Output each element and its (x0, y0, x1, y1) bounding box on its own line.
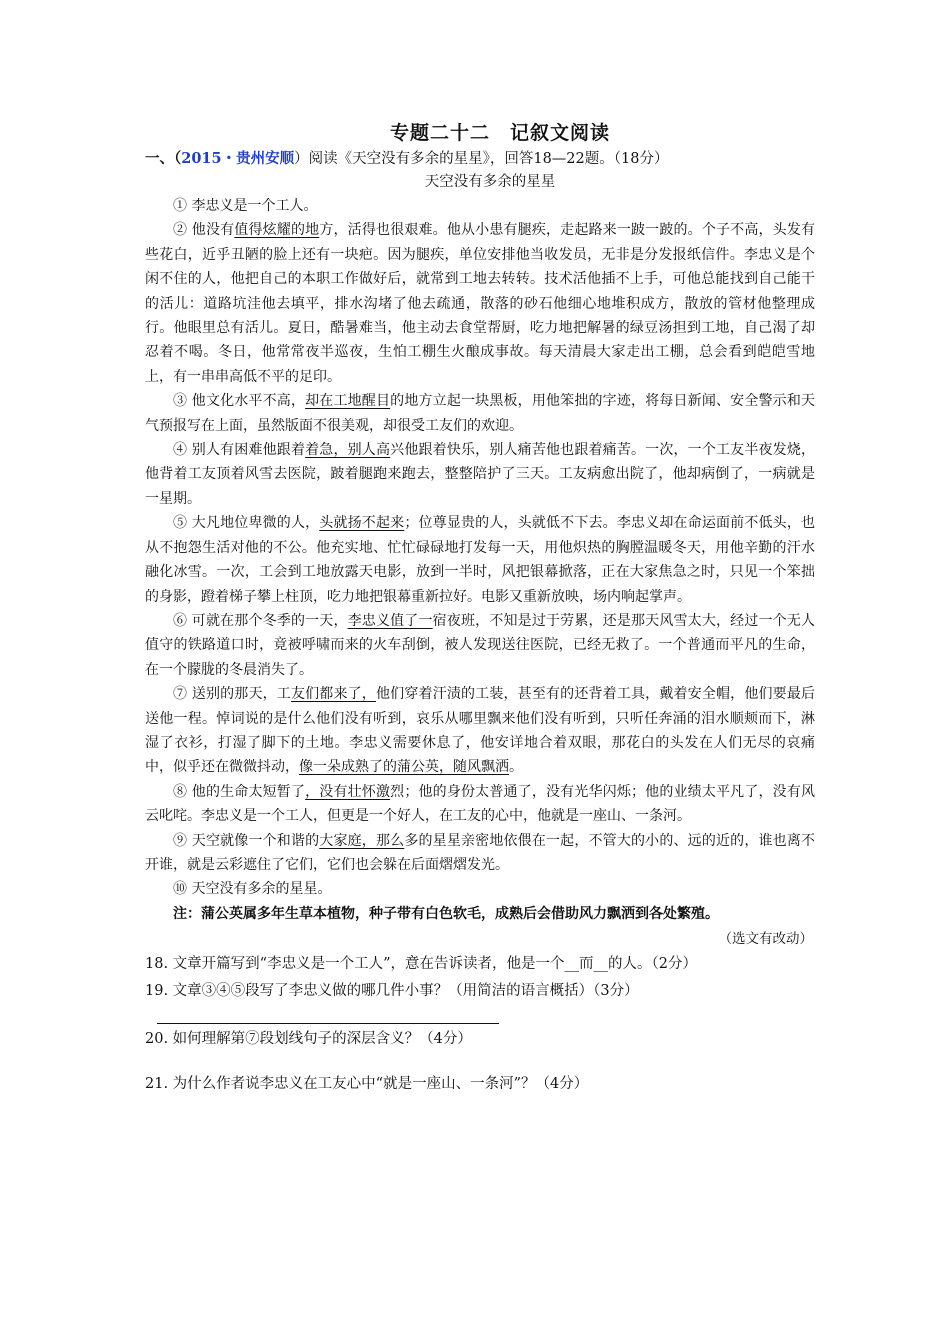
essay-title: 天空没有多余的星星 (424, 174, 556, 190)
essay-body (145, 194, 815, 902)
paragraph-text: 方，活得也很艰难。他从小患有腿疾，走起路来一跛一跛的。个子不高，头发有些花白，近乎丑陋的脸上还有一块疤。因为腿疾，单位安排他当收发员，无非是分发报纸信件。李忠义是个闲不住的人，他把自己的本职工作做好后，就常到工地去转转。技术活他插不上手，可他总能找到自己能干的活儿：道路坑洼他去填平，排水沟堵了他去疏通，散落的砂石他细心地堆积成方，散放的管材他整理成行。他眼里总有活儿。夏日，酷暑难当，他主动去食堂帮厨，吃力地把解暑的绿豆汤担到工地，自己渴了却忍着不喝。冬日，他常常夜半巡夜，生怕工棚生火酿成事故。每天清晨大家走出工棚，总会看到皑皑雪地上，有一串串高低不平的足印。 (145, 222, 816, 385)
essay-paragraph (145, 194, 815, 218)
paragraph-text: 兴他跟着快乐，别人痛苦他也跟着痛苦。一次，一个工友半夜发烧，他背着工友顶着风雪去医院，跛着腿跑来跑去，整整陪护了三天。工友病愈出院了，他却病倒了，一病就是一星期。 (145, 442, 816, 507)
question-21: 21. 为什么作者说李忠义在工友心中“就是一座山、一条河”？（4分） (145, 1075, 589, 1092)
page-title: 专题二十二 记叙文阅读 (389, 122, 610, 144)
underlined-text: 友们都来了， (290, 686, 376, 703)
essay-paragraph (145, 511, 815, 609)
paragraph-text: ⑤ 大凡地位卑微的人， (173, 515, 320, 532)
paragraph-text: ；位尊显贵的人，头就低不下去。李忠义却在命运面前不低头，也从不抱怨生活对他的不公。他充实地、忙忙碌碌地打发每一天，用他炽热的胸膛温暖冬天，用他辛勤的汗水融化冰雪。一次，工会到工地放露天电影，放到一半时，风把银幕掀落，正在大家焦急之时，只见一个笨拙的身影，蹬着梯子攀上柱顶，吃力地把银幕重新拉好。电影又重新放映，场内响起掌声。 (145, 515, 816, 605)
intro-prefix: 一、（ (145, 150, 182, 167)
essay-paragraph (145, 877, 815, 901)
footnote: 注：蒲公英属多年生草本植物，种子带有白色软毛，成熟后会借助风力飘洒到各处繁殖。 (173, 905, 719, 922)
paragraph-text: 宿夜班，不知是过于劳累，还是那天风雪太大，经过一个无人值守的铁路道口时，竟被呼啸而来的火车刮倒，被人发现送往医院，已经无救了。一个普通而平凡的生命，在一个朦胧的冬晨消失了。 (145, 612, 816, 678)
question-intro (145, 148, 815, 170)
paragraph-text: ① 李忠义是一个工人。 (173, 198, 318, 214)
essay-paragraph (145, 682, 815, 780)
question-19: 19. 文章③④⑤段写了李忠义做的哪几件小事？（用简洁的语言概括）（3分） (145, 982, 639, 999)
essay-paragraph (145, 780, 815, 829)
paragraph-text: 多的星星亲密地依偎在一起，不管大的小的、远的近的，谁也离不开谁，就是云彩遮住了它们，它们也会躲在后面熠熠发光。 (145, 832, 816, 873)
underlined-text: 像一朵成熟了的蒲公英，随风飘洒 (299, 759, 509, 776)
document-page (145, 118, 815, 1098)
underlined-text: 头就扬不起来 (319, 515, 405, 532)
intro-text: ）阅读《天空没有多余的星星》，回答18—22题。（18分） (294, 151, 669, 167)
answer-line (157, 1023, 499, 1024)
intro-source: 2015・贵州安顺 (181, 150, 295, 167)
underlined-text: ，没有壮怀激 (305, 783, 391, 800)
revision-note: （选文有改动） (718, 930, 813, 947)
paragraph-text: ③ 他文化水平不高， (173, 393, 306, 410)
paragraph-text: ⑦ 送别的那天，工 (173, 686, 291, 703)
paragraph-text: 烈；他的身份太普通了，没有光华闪烁；他的业绩太平凡了，没有风云叱咤。李忠义是一个工人，但更是一个好人，在工友的心中，他就是一座山、一条河。 (145, 783, 816, 825)
essay-paragraph (145, 389, 815, 438)
question-18: 18. 文章开篇写到“李忠义是一个工人”，意在告诉读者，他是一个__而__的人。（2分） (145, 955, 697, 972)
underlined-text: 李忠义值了一 (347, 612, 433, 629)
paragraph-text: ⑩ 天空没有多余的星星。 (173, 881, 332, 898)
paragraph-text: ② 他没有 (173, 222, 235, 239)
paragraph-text: 的地方立起一块黑板，用他笨拙的字迹，将每日新闻、安全警示和天气预报写在上面，虽然版面不很美观，却很受工友们的欢迎。 (145, 393, 816, 434)
underlined-text: 却在工地醒目 (305, 393, 391, 410)
paragraph-text: 。 (509, 759, 523, 776)
underlined-text: 大家庭，那么 (319, 832, 405, 849)
paragraph-text: ⑧ 他的生命太短暂了 (173, 783, 306, 800)
essay-paragraph (145, 218, 815, 389)
essay-paragraph (145, 438, 815, 511)
underlined-text: 着急，别人高 (305, 442, 391, 459)
essay-paragraph (145, 609, 815, 682)
paragraph-text: ④ 别人有困难他跟着 (173, 442, 306, 459)
paragraph-text: ⑨ 天空就像一个和谐的 (173, 832, 320, 849)
paragraph-text: 他们穿着汗渍的工装，甚至有的还背着工具，戴着安全帽，他们要最后送他一程。悼词说的是什么他们没有听到，哀乐从哪里飘来他们没有听到，只听任奔涌的泪水顺颊而下，淋湿了衣衫，打湿了脚下的土地。李忠义需要休息了，他安详地合着双眼，那花白的头发在人们无尽的哀痛中，似乎还在微微抖动， (145, 686, 816, 776)
essay-paragraph (145, 829, 815, 878)
paragraph-text: ⑥ 可就在那个冬季的一天， (173, 612, 348, 629)
question-20: 20. 如何理解第⑦段划线句子的深层含义？（4分） (145, 1030, 472, 1047)
underlined-text: 值得炫耀的地 (234, 222, 320, 239)
